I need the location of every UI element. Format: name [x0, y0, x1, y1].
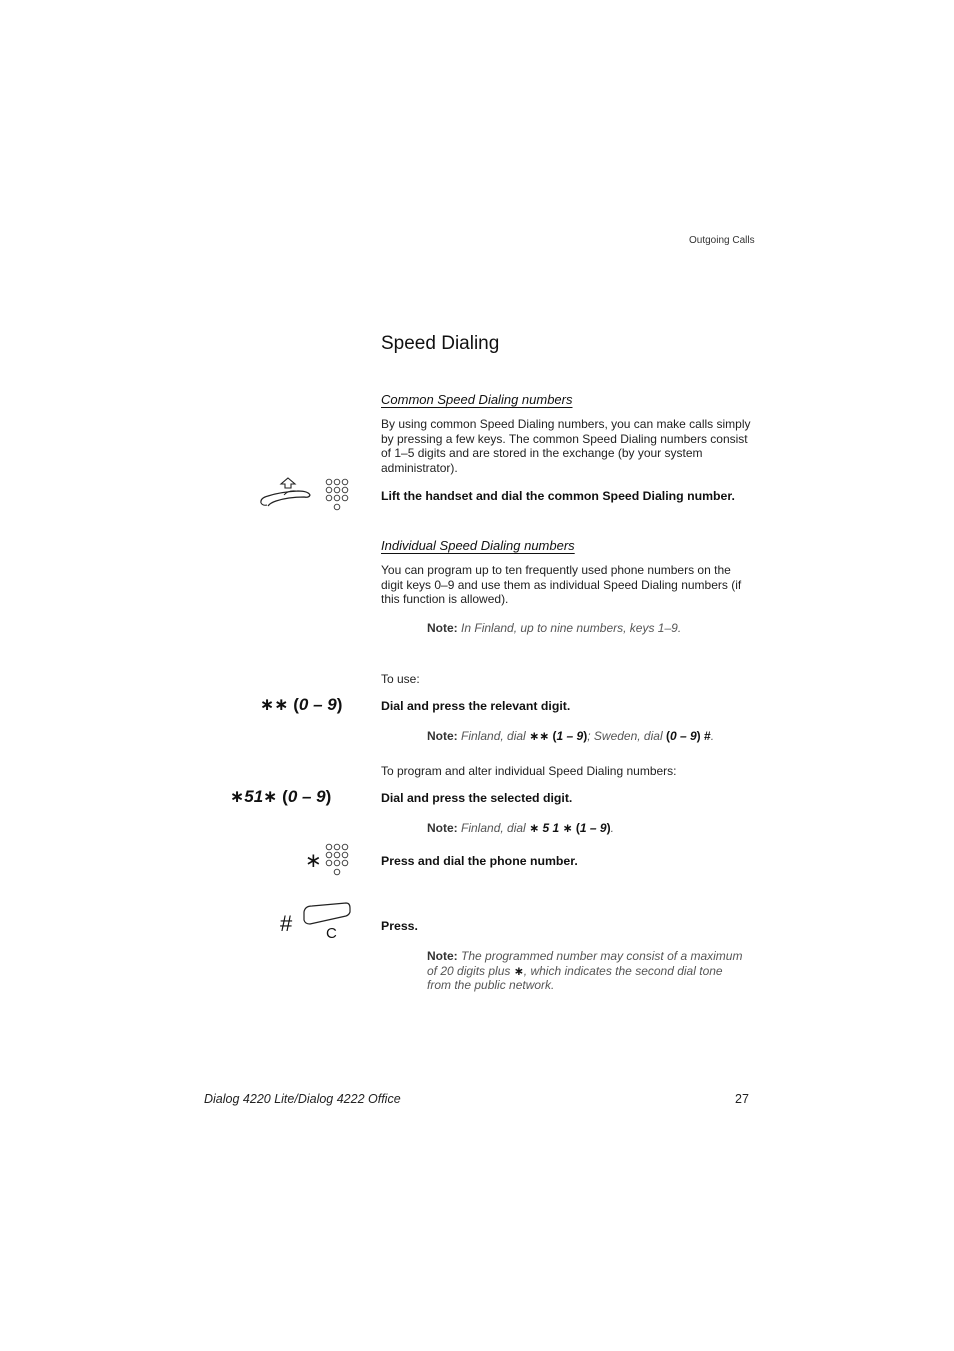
common-speed-dial-body: By using common Speed Dialing numbers, you can make calls simply by pressing a few keys. The common Speed Dialing numbers consist of 1–5 digits and are stored in the exchange (by your system administrator). — [381, 417, 751, 475]
note-post: , which indicates the second dial tone from the public network. — [427, 963, 723, 993]
page-number: 27 — [735, 1092, 749, 1106]
program-range: 0 – 9 — [287, 787, 326, 806]
use-instruction: Dial and press the relevant digit. — [381, 699, 571, 713]
common-speed-dial-instruction: Lift the handset and dial the common Speed Dialing number. — [381, 489, 735, 503]
star-star-icon: ∗∗ — [529, 729, 550, 743]
page-title: Speed Dialing — [381, 333, 500, 354]
star-star-icon: ∗∗ — [260, 695, 289, 714]
note-label: Note: — [427, 949, 458, 963]
footer-product: Dialog 4220 Lite/Dialog 4222 Office — [204, 1092, 401, 1106]
star-51-star-icon: ∗51∗ — [230, 787, 278, 806]
press-instruction: Press. — [381, 919, 418, 933]
c-key-label: C — [326, 925, 337, 942]
keypad-icon — [325, 478, 351, 514]
star-key-icon: ∗ — [305, 850, 322, 872]
use-dial-code: ∗∗ (0 – 9) — [260, 695, 343, 714]
note-max-digits — [427, 949, 747, 993]
common-speed-dial-heading: Common Speed Dialing numbers — [381, 392, 573, 407]
program-intro: To program and alter individual Speed Dialing numbers: — [381, 764, 677, 778]
individual-speed-dial-heading: Individual Speed Dialing numbers — [381, 538, 575, 553]
hash-key-icon: # — [280, 911, 293, 936]
program-dial-code: ∗51∗ (0 – 9) — [230, 787, 332, 806]
press-dial-instruction: Press and dial the phone number. — [381, 854, 578, 868]
to-use-label: To use: — [381, 672, 420, 686]
keypad-icon — [325, 843, 351, 879]
note-finland-program: Note: Finland, dial ∗ 5 1 ∗ (1 – 9). — [427, 821, 614, 835]
note-finland-nine — [427, 621, 757, 636]
star-51-star-icon: ∗ 5 1 ∗ — [529, 821, 573, 835]
finland-range: 1 – 9 — [556, 729, 584, 743]
star-icon: ∗ — [513, 963, 524, 978]
finland-range: 1 – 9 — [579, 821, 607, 835]
lift-handset-icon — [258, 476, 320, 510]
program-instruction: Dial and press the selected digit. — [381, 791, 573, 805]
note-label: Note: — [427, 621, 458, 635]
individual-speed-dial-body: You can program up to ten frequently used phone numbers on the digit keys 0–9 and use them as individual Speed Dialing numbers (if this function is allowed). — [381, 563, 742, 607]
note-label: Note: — [427, 821, 458, 835]
note-text: In Finland, up to nine numbers, keys 1–9. — [461, 621, 682, 635]
note-mid: ; Sweden, dial — [587, 729, 663, 743]
running-header: Outgoing Calls — [689, 235, 755, 246]
note-label: Note: — [427, 729, 458, 743]
note-pre: Finland, dial — [461, 821, 526, 835]
sweden-range: 0 – 9 — [669, 729, 697, 743]
note-pre: Finland, dial — [461, 729, 526, 743]
use-range: 0 – 9 — [298, 695, 337, 714]
hash-icon: # — [704, 729, 711, 743]
note-pre: The programmed number may consist of a maximum of 20 digits plus — [427, 949, 743, 978]
note-finland-sweden: Note: Finland, dial ∗∗ (1 – 9); Sweden, dial (0 – 9) #. — [427, 729, 715, 743]
